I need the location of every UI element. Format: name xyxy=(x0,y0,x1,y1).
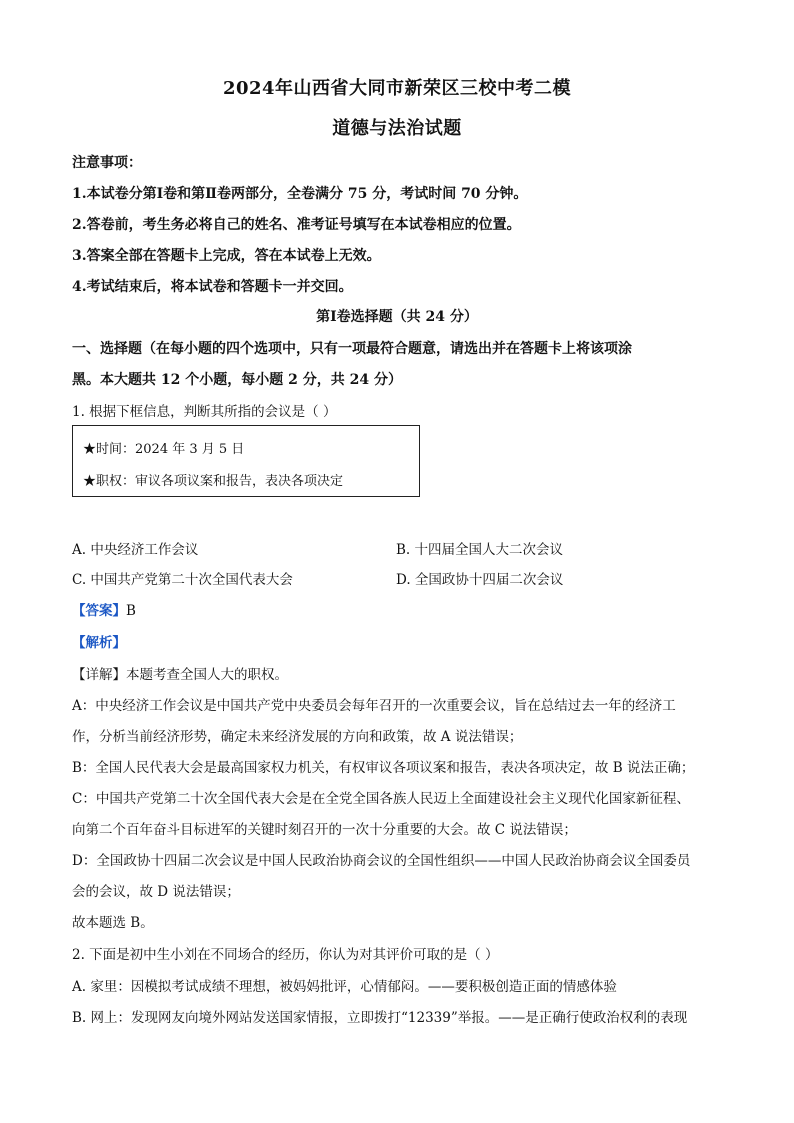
q1-option-b: B. 十四届全国人大二次会议 xyxy=(396,542,564,558)
q1-explanation-line: C：中国共产党第二十次全国代表大会是在全党全国各族人民迈上全面建设社会主义现代化国家新征程、 xyxy=(72,791,690,807)
q1-conclusion: 故本题选 B。 xyxy=(72,915,154,931)
q2-stem: 2. 下面是初中生小刘在不同场合的经历，你认为对其评价可取的是（ ） xyxy=(72,947,499,963)
answer-value: B xyxy=(126,603,136,619)
answer-tag: 【答案】 xyxy=(72,603,126,619)
q1-option-a: A. 中央经济工作会议 xyxy=(72,542,199,558)
exam-subtitle: 道德与法治试题 xyxy=(332,118,462,139)
q1-explanation-line: 会的会议，故 D 说法错误； xyxy=(72,884,240,900)
detail-text: 本题考查全国人大的职权。 xyxy=(126,667,288,683)
notice-heading: 注意事项： xyxy=(72,155,142,171)
q2-option-a: A. 家里：因模拟考试成绩不理想，被妈妈批评，心情郁闷。——要积极创造正面的情感体验 xyxy=(72,979,617,995)
q1-info-box xyxy=(72,425,420,497)
q1-analysis xyxy=(72,631,126,651)
q1-explanation-line: 向第二个百年奋斗目标进军的关键时刻召开的一次十分重要的大会。故 C 说法错误； xyxy=(72,822,577,838)
q1-explanation-line: D：全国政协十四届二次会议是中国人民政治协商会议的全国性组织——中国人民政治协商会议全国委员 xyxy=(72,853,691,869)
q1-box-time: ★时间：2024 年 3 月 5 日 xyxy=(83,442,245,457)
notice-item-3: 3.答案全部在答题卡上完成，答在本试卷上无效。 xyxy=(72,248,381,264)
notice-item-1: 1.本试卷分第Ⅰ卷和第Ⅱ卷两部分，全卷满分 75 分，考试时间 70 分钟。 xyxy=(72,186,528,202)
q1-explanation-line: A：中央经济工作会议是中国共产党中央委员会每年召开的一次重要会议，旨在总结过去一年的经济工 xyxy=(72,698,676,714)
analysis-tag: 【解析】 xyxy=(72,635,126,651)
q1-stem: 1. 根据下框信息，判断其所指的会议是（ ） xyxy=(72,404,337,420)
q1-box-power: ★职权：审议各项议案和报告，表决各项决定 xyxy=(83,474,344,489)
exam-title: 2024年山西省大同市新荣区三校中考二模 xyxy=(222,78,572,99)
q1-detail xyxy=(72,663,288,683)
q1-option-d: D. 全国政协十四届二次会议 xyxy=(396,572,564,588)
q1-answer xyxy=(72,599,136,619)
section-title: 第Ⅰ卷选择题（共 24 分） xyxy=(316,309,478,325)
section-instruction-line-2: 黑。本大题共 12 个小题，每小题 2 分，共 24 分） xyxy=(72,372,402,388)
detail-tag: 【详解】 xyxy=(72,667,126,683)
q1-explanation-line: 作，分析当前经济形势，确定未来经济发展的方向和政策，故 A 说法错误； xyxy=(72,729,523,745)
notice-item-4: 4.考试结束后，将本试卷和答题卡一并交回。 xyxy=(72,279,353,295)
section-instruction-line-1: 一、选择题（在每小题的四个选项中，只有一项最符合题意，请选出并在答题卡上将该项涂 xyxy=(72,341,632,357)
q1-option-c: C. 中国共产党第二十次全国代表大会 xyxy=(72,572,293,588)
notice-item-2: 2.答卷前，考生务必将自己的姓名、准考证号填写在本试卷相应的位置。 xyxy=(72,217,521,233)
q1-explanation-line: B：全国人民代表大会是最高国家权力机关，有权审议各项议案和报告，表决各项决定，故 B 说法正确； xyxy=(72,760,695,776)
q2-option-b: B. 网上：发现网友向境外网站发送国家情报，立即拨打“12339”举报。——是正确行使政治权利的表现 xyxy=(72,1010,688,1026)
